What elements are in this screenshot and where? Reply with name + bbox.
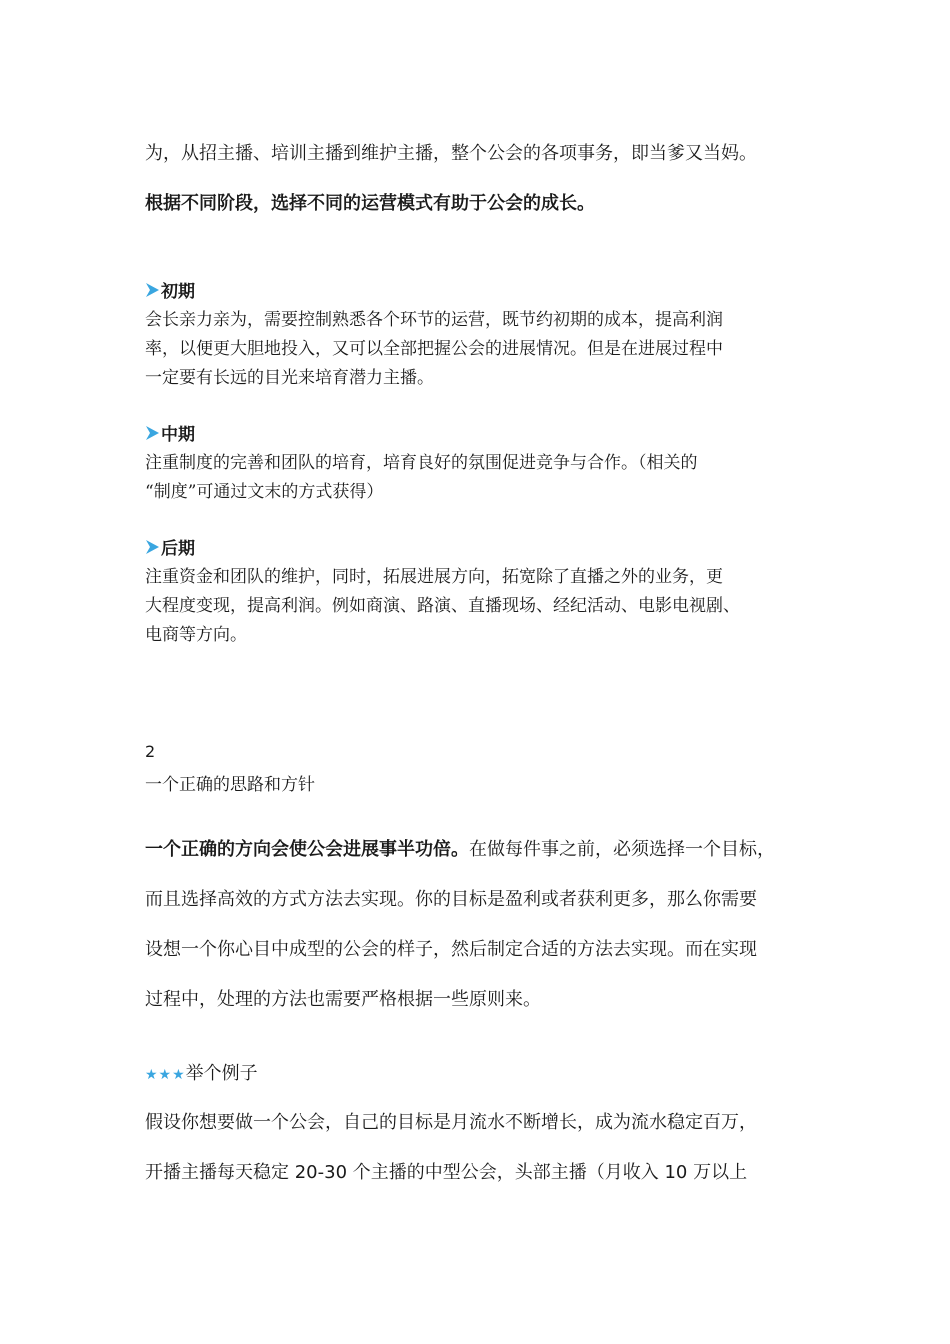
phase-title: 初期 — [161, 282, 195, 302]
arrow-right-icon — [145, 425, 160, 441]
phase-text-line: 一定要有长远的目光来培育潜力主播。 — [145, 368, 434, 388]
phase-title: 中期 — [161, 425, 195, 445]
phase-heading-late — [145, 534, 195, 559]
example-heading — [145, 1059, 258, 1085]
section-number: 2 — [145, 742, 156, 761]
phase-text-line: 注重制度的完善和团队的培育，培育良好的氛围促进竞争与合作。（相关的 — [145, 453, 698, 473]
arrow-right-icon — [145, 282, 160, 298]
phase-heading-early — [145, 277, 195, 302]
example-label: 举个例子 — [185, 1063, 258, 1084]
intro-line-1: 为，从招主播、培训主播到维护主播，整个公会的各项事务，即当爹又当妈。 — [145, 143, 757, 164]
example-line-1: 假设你想要做一个公会，自己的目标是月流水不断增长，成为流水稳定百万， — [145, 1112, 757, 1133]
phase-text-line: 率，以便更大胆地投入，又可以全部把握公会的进展情况。但是在进展过程中 — [145, 339, 723, 359]
line-rest: 在做每件事之前，必须选择一个目标， — [469, 839, 775, 860]
arrow-right-icon — [145, 539, 160, 555]
phase-title: 后期 — [161, 539, 195, 559]
star-icon: ★★★ — [145, 1067, 186, 1083]
phase-text-line: 电商等方向。 — [145, 625, 247, 645]
phase-text-line: 注重资金和团队的维护，同时，拓展进展方向，拓宽除了直播之外的业务，更 — [145, 567, 723, 587]
bold-lead: 一个正确的方向会使公会进展事半功倍。 — [145, 839, 469, 860]
intro-line-2: 根据不同阶段，选择不同的运营模式有助于公会的成长。 — [145, 193, 595, 214]
phase-text-line: 大程度变现，提高利润。例如商演、路演、直播现场、经纪活动、电影电视剧、 — [145, 596, 740, 616]
phase-heading-middle — [145, 420, 195, 445]
paragraph-line-3: 设想一个你心目中成型的公会的样子，然后制定合适的方法去实现。而在实现 — [145, 939, 757, 960]
phase-text-line: “制度”可通过文末的方式获得） — [145, 482, 384, 502]
paragraph-line-1 — [145, 835, 775, 861]
paragraph-line-2: 而且选择高效的方式方法去实现。你的目标是盈利或者获利更多，那么你需要 — [145, 889, 757, 910]
paragraph-line-4: 过程中，处理的方法也需要严格根据一些原则来。 — [145, 989, 541, 1010]
phase-text-line: 会长亲力亲为，需要控制熟悉各个环节的运营，既节约初期的成本，提高利润 — [145, 310, 723, 330]
example-line-2: 开播主播每天稳定 20-30 个主播的中型公会，头部主播（月收入 10 万以上 — [145, 1162, 748, 1183]
section-title: 一个正确的思路和方针 — [145, 775, 315, 795]
